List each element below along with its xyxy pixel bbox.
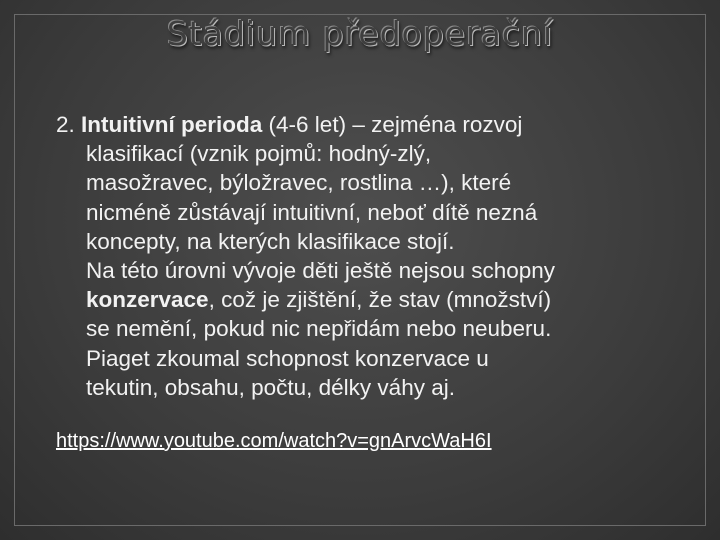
paragraph-line: koncepty, na kterých klasifikace stojí. bbox=[86, 228, 455, 254]
paragraph-conservation bbox=[56, 256, 686, 402]
paragraph-line bbox=[86, 285, 686, 314]
slide-title: Stádium předoperační bbox=[166, 14, 554, 53]
list-number: 2. bbox=[56, 112, 82, 137]
paragraph-intuitive-period bbox=[56, 110, 686, 256]
paragraph-line: klasifikací (vznik pojmů: hodný-zlý, bbox=[86, 141, 432, 167]
line-text: (4-6 let) – zejména rozvoj bbox=[262, 112, 523, 137]
line-text: , což je zjištění, že stav (množství) bbox=[208, 287, 552, 313]
bold-term-intuitive-period: Intuitivní perioda bbox=[81, 112, 263, 137]
slide-body bbox=[56, 110, 686, 402]
paragraph-line: Piaget zkoumal schopnost konzervace u bbox=[86, 345, 489, 371]
paragraph-line bbox=[56, 110, 686, 139]
youtube-link[interactable]: https://www.youtube.com/watch?v=gnArvcWaH6I bbox=[56, 430, 492, 452]
paragraph-line: Na této úrovni vývoje děti ještě nejsou schopny bbox=[86, 258, 556, 284]
paragraph-line: se nemění, pokud nic nepřidám nebo neuberu. bbox=[86, 316, 552, 342]
paragraph-line: nicméně zůstávají intuitivní, neboť dítě nezná bbox=[86, 199, 538, 225]
bold-term-conservation: konzervace bbox=[86, 287, 209, 313]
paragraph-line: tekutin, obsahu, počtu, délky váhy aj. bbox=[86, 374, 455, 400]
paragraph-line: masožravec, býložravec, rostlina …), které bbox=[86, 170, 512, 196]
